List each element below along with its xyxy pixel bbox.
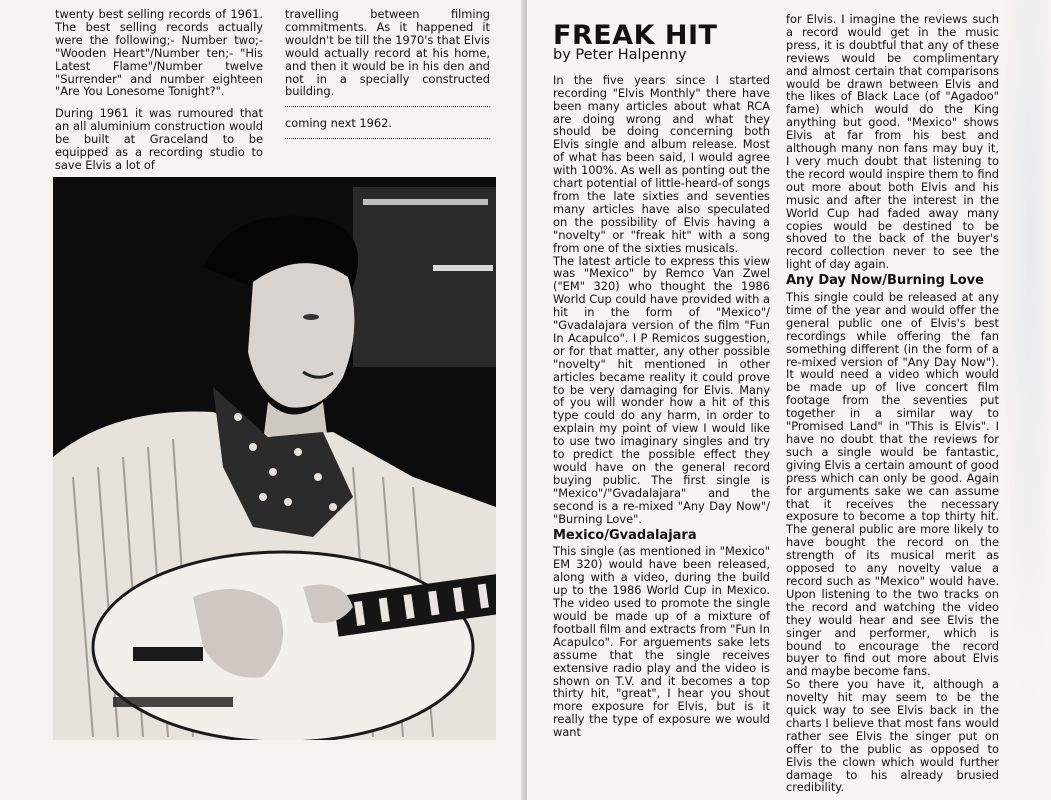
elvis-photo — [53, 177, 496, 740]
left-column-1 — [55, 8, 263, 181]
paragraph: So there you have it, although a novelty hit may seem to be the quick way to see Elvis back in the charts I believe that most fans would rather see Elvis the singer put on offer to the public as opposed to Elvis the clown which would further damage to his already brusied credibility. — [786, 677, 999, 795]
left-column-2 — [285, 8, 490, 149]
paragraph: This single could be released at any time of the year and would offer the general public one of Elvis's best recordings while offering the fan something different (in the form of a re-mixed version of "Any Day Now"). It would need a video which would be made up of live concert film footage from the seventies put together in a similar way to "Promised Land" in "This is Elvis". I have no doubt that the reviews for such a single would be fantastic, giving Elvis a certain amount of good press which can only be good. Again for arguments sake we can assume that it receives the necessary exposure to become a top thirty hit. The general public are more likely to have bought the record on the strength of its musical merit as opposed to any novelty value a record such as "Mexico" would have. Upon listening to the two tracks on the record and watching the video they would hear and see Elvis the singer and performer, which is bound to encourage the record buyer to find out more about Elvis and maybe become fans. — [786, 290, 999, 679]
paragraph: In the five years since I started recording "Elvis Monthly" there have been many articles about what RCA are doing wrong and what they should be doing concerning both Elvis single and album release. Most of what has been said, I would agree with 100%. As well as ponting out the chart potential of little-heard-of songs from the late sixties and seventies many articles have also speculated on the possibility of Elvis having a "novelty" or "freak hit" with a song from one of the sixties musicals. — [553, 72, 770, 255]
paragraph: for Elvis. I imagine the reviews such a record would get in the music press, it is doubtful that any of these reviews would be complimentary and almost certain that comparisons would be drawn between Elvis and the likes of Black Lace (of "Agadoo" fame) which would do the King anything but good. "Mexico" shows Elvis at far from his best and although many non fans may buy it, I very much doubt that listening to the record would inspire them to find out more about both Elvis and his music and after the interest in the World Cup had faded away many copies would be destined to be shoved to the back of the buyer's record collection never to see the light of day again. — [786, 12, 999, 272]
divider — [285, 106, 490, 107]
bleed-through — [996, 0, 1051, 800]
divider — [285, 138, 490, 139]
left-page — [0, 0, 525, 800]
paragraph: During 1961 it was rumoured that an all aluminium construction would be built at Graceland to be equipped as a recording studio to save Elvis a lot of — [55, 106, 263, 172]
subheading: Mexico/Gvadalajara — [553, 527, 697, 543]
article-byline: by Peter Halpenny — [553, 46, 687, 63]
article-title: FREAK HIT — [553, 20, 718, 51]
photo-illustration — [53, 177, 496, 740]
subheading: Any Day Now/Burning Love — [786, 273, 984, 289]
paragraph: This single (as mentioned in "Mexico" EM 320) would have been released, along with a video, during the build up to the 1986 World Cup in Mexico. The video used to promote the single would be made up of a mixture of football film and extracts from "Fun In Acapulco". For arguements sake lets assume that the single receives extensive radio play and the video is shown on T.V. and it becomes a top thirty hit, "great", I hear you shout more exposure for Elvis, but is it really the type of exposure we would want — [553, 544, 770, 740]
paragraph: twenty best selling records of 1961. The best selling records actually were the following;- Number two;- "Wooden Heart"/Number ten;- "His Latest Flame"/Number twelve "Surrender" and number eighteen "Are You Lonesome Tonight?". — [55, 7, 263, 99]
right-column-2 — [786, 13, 999, 794]
paragraph: The latest article to express this view was "Mexico" by Remco Van Zwel ("EM" 320) who thought the 1986 World Cup could have provided with a hit in the form of "Mexico"/ "Gvadalajara version of the film "Fun In Acapulco". I P Remicos suggestion, or for that matter, any other possible "novelty" hit mentioned in other articles became reality it could prove to be very damaging for Elvis. Many of you will wonder how a hit of this type could do any harm, in order to explain my point of view I would like to use two imaginary singles and try to predict the possible effect they would have on the general record buying public. The first single is "Mexico"/"Gvadalajara" and the second is a re-mixed "Any Day Now"/ "Burning Love". — [553, 253, 770, 526]
paragraph: travelling between filming commitments. As it happened it wouldn't be till the 1970's that Elvis would actually record at his home, and then it would be in his den and not in a specially constructed building. — [285, 7, 490, 99]
right-column-1 — [553, 20, 770, 739]
coming-next-note: coming next 1962. — [285, 116, 393, 131]
